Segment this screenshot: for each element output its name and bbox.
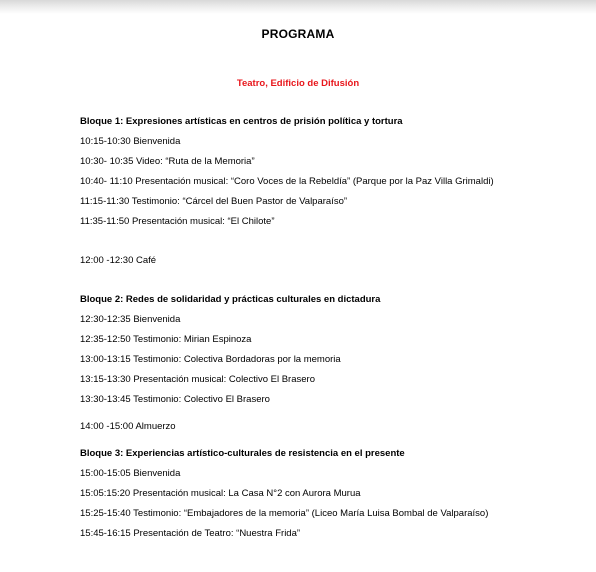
venue-heading: Teatro, Edificio de Difusión — [236, 78, 360, 89]
block-3-title: Bloque 3: Experiencias artístico-culturales de resistencia en el presente — [80, 448, 405, 459]
block-1-title: Bloque 1: Expresiones artísticas en centros de prisión política y tortura — [80, 116, 403, 127]
block-3-item: 15:25-15:40 Testimonio: “Embajadores de la memoria” (Liceo María Luisa Bombal de Valparaíso) — [80, 508, 489, 519]
block-2-title: Bloque 2: Redes de solidaridad y prácticas culturales en dictadura — [80, 294, 381, 305]
block-2-item: 13:30-13:45 Testimonio: Colectivo El Brasero — [80, 394, 270, 405]
cafe-break: 12:00 -12:30 Café — [80, 255, 157, 266]
block-1-item: 11:15-11:30 Testimonio: “Cárcel del Buen Pastor de Valparaíso” — [80, 196, 348, 207]
block-2-item: 12:35-12:50 Testimonio: Mirian Espinoza — [80, 334, 252, 345]
page-title: PROGRAMA — [261, 27, 335, 41]
block-2-item: 13:15-13:30 Presentación musical: Colectivo El Brasero — [80, 374, 315, 385]
block-1-item: 11:35-11:50 Presentación musical: “El Chilote” — [80, 216, 275, 227]
block-1-item: 10:30- 10:35 Video: “Ruta de la Memoria” — [80, 156, 255, 167]
block-3-item: 15:05:15:20 Presentación musical: La Casa N°2 con Aurora Murua — [80, 488, 361, 499]
block-3-item: 15:45-16:15 Presentación de Teatro: “Nuestra Frida” — [80, 528, 301, 539]
block-2-item: 12:30-12:35 Bienvenida — [80, 314, 181, 325]
block-1-item: 10:15-10:30 Bienvenida — [80, 136, 181, 147]
block-2-item: 13:00-13:15 Testimonio: Colectiva Bordadoras por la memoria — [80, 354, 341, 365]
lunch-break: 14:00 -15:00 Almuerzo — [80, 421, 176, 432]
block-1-item: 10:40- 11:10 Presentación musical: “Coro Voces de la Rebeldía” (Parque por la Paz Villa Grimaldi) — [80, 176, 494, 187]
block-3-item: 15:00-15:05 Bienvenida — [80, 468, 181, 479]
